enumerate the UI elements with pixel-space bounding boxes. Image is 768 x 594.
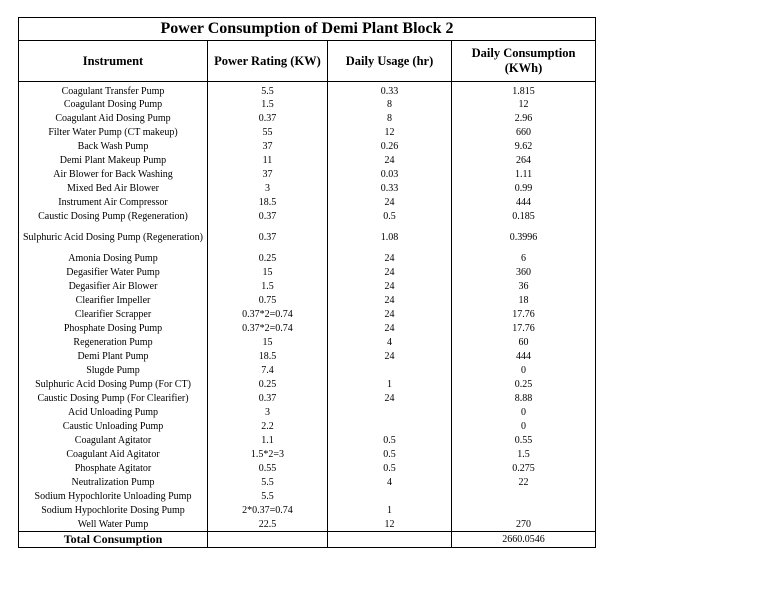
instrument-cell: Coagulant Transfer Pump: [19, 82, 208, 98]
daily-usage-cell: 4: [328, 475, 452, 489]
title-row: [19, 18, 596, 41]
daily-usage-cell: 4: [328, 335, 452, 349]
daily-usage-cell: 24: [328, 279, 452, 293]
table-row: [19, 223, 596, 251]
table-row: [19, 265, 596, 279]
table-row: [19, 461, 596, 475]
daily-consumption-cell: 1.11: [452, 167, 596, 181]
table-row: [19, 293, 596, 307]
instrument-cell: Well Water Pump: [19, 517, 208, 532]
power-rating-cell: 3: [208, 181, 328, 195]
daily-usage-cell: 24: [328, 391, 452, 405]
daily-consumption-cell: 12: [452, 97, 596, 111]
power-rating-cell: 0.25: [208, 377, 328, 391]
power-rating-cell: 0.25: [208, 251, 328, 265]
table-row: [19, 475, 596, 489]
header-row: [19, 41, 596, 82]
instrument-cell: Instrument Air Compressor: [19, 195, 208, 209]
power-rating-cell: 1.5*2=3: [208, 447, 328, 461]
table-row: [19, 111, 596, 125]
instrument-cell: Degasifier Air Blower: [19, 279, 208, 293]
power-rating-cell: 3: [208, 405, 328, 419]
table-row: [19, 405, 596, 419]
daily-usage-cell: 24: [328, 349, 452, 363]
daily-usage-cell: 0.03: [328, 167, 452, 181]
daily-usage-cell: [328, 363, 452, 377]
daily-usage-cell: 12: [328, 517, 452, 532]
daily-usage-cell: 1: [328, 377, 452, 391]
table-row: [19, 321, 596, 335]
total-row: [19, 532, 596, 548]
table-body: [19, 82, 596, 532]
table-row: [19, 349, 596, 363]
instrument-cell: Sodium Hypochlorite Unloading Pump: [19, 489, 208, 503]
power-rating-cell: 1.5: [208, 97, 328, 111]
power-rating-cell: 0.37: [208, 391, 328, 405]
daily-consumption-cell: 22: [452, 475, 596, 489]
column-header-instrument: Instrument: [19, 41, 208, 82]
instrument-cell: Air Blower for Back Washing: [19, 167, 208, 181]
daily-consumption-cell: 0.99: [452, 181, 596, 195]
instrument-cell: Coagulant Dosing Pump: [19, 97, 208, 111]
daily-consumption-cell: 0.185: [452, 209, 596, 223]
instrument-cell: Filter Water Pump (CT makeup): [19, 125, 208, 139]
daily-consumption-cell: 0: [452, 363, 596, 377]
daily-consumption-cell: 60: [452, 335, 596, 349]
power-rating-cell: 0.37*2=0.74: [208, 307, 328, 321]
instrument-cell: Coagulant Aid Agitator: [19, 447, 208, 461]
daily-consumption-cell: 660: [452, 125, 596, 139]
daily-consumption-cell: 1.815: [452, 82, 596, 98]
power-rating-cell: 18.5: [208, 349, 328, 363]
instrument-cell: Demi Plant Pump: [19, 349, 208, 363]
table-row: [19, 517, 596, 532]
daily-usage-cell: 1: [328, 503, 452, 517]
instrument-cell: Caustic Dosing Pump (For Clearifier): [19, 391, 208, 405]
power-rating-cell: 15: [208, 265, 328, 279]
power-rating-cell: 37: [208, 167, 328, 181]
power-rating-cell: 7.4: [208, 363, 328, 377]
daily-usage-cell: 1.08: [328, 223, 452, 251]
daily-consumption-cell: 0.25: [452, 377, 596, 391]
daily-usage-cell: 0.33: [328, 181, 452, 195]
instrument-cell: Mixed Bed Air Blower: [19, 181, 208, 195]
table-row: [19, 125, 596, 139]
instrument-cell: Slugde Pump: [19, 363, 208, 377]
daily-consumption-cell: 0: [452, 405, 596, 419]
daily-usage-cell: 24: [328, 251, 452, 265]
daily-consumption-cell: [452, 503, 596, 517]
daily-consumption-cell: 444: [452, 195, 596, 209]
instrument-cell: Degasifier Water Pump: [19, 265, 208, 279]
daily-usage-cell: 0.26: [328, 139, 452, 153]
daily-usage-cell: 24: [328, 293, 452, 307]
daily-consumption-cell: 360: [452, 265, 596, 279]
table-row: [19, 503, 596, 517]
daily-consumption-cell: 1.5: [452, 447, 596, 461]
daily-usage-cell: 24: [328, 153, 452, 167]
power-rating-cell: 37: [208, 139, 328, 153]
power-rating-cell: 2.2: [208, 419, 328, 433]
daily-consumption-cell: 264: [452, 153, 596, 167]
power-rating-cell: 0.55: [208, 461, 328, 475]
daily-usage-cell: 8: [328, 97, 452, 111]
total-value: 2660.0546: [452, 532, 596, 548]
table-title: Power Consumption of Demi Plant Block 2: [19, 18, 596, 41]
power-rating-cell: 0.37*2=0.74: [208, 321, 328, 335]
daily-usage-cell: 24: [328, 265, 452, 279]
daily-usage-cell: [328, 419, 452, 433]
daily-consumption-cell: [452, 489, 596, 503]
instrument-cell: Back Wash Pump: [19, 139, 208, 153]
table-row: [19, 97, 596, 111]
instrument-cell: Sodium Hypochlorite Dosing Pump: [19, 503, 208, 517]
power-rating-cell: 22.5: [208, 517, 328, 532]
column-header-power-rating: Power Rating (KW): [208, 41, 328, 82]
daily-consumption-cell: 270: [452, 517, 596, 532]
table-row: [19, 307, 596, 321]
daily-usage-cell: 24: [328, 307, 452, 321]
table-row: [19, 279, 596, 293]
total-label: Total Consumption: [19, 532, 208, 548]
power-rating-cell: 5.5: [208, 475, 328, 489]
daily-consumption-cell: 0: [452, 419, 596, 433]
daily-consumption-cell: 444: [452, 349, 596, 363]
table-row: [19, 251, 596, 265]
table-row: [19, 377, 596, 391]
table-row: [19, 419, 596, 433]
table-row: [19, 181, 596, 195]
total-empty-cell: [328, 532, 452, 548]
instrument-cell: Regeneration Pump: [19, 335, 208, 349]
daily-usage-cell: 12: [328, 125, 452, 139]
instrument-cell: Acid Unloading Pump: [19, 405, 208, 419]
power-rating-cell: 1.1: [208, 433, 328, 447]
instrument-cell: Sulphuric Acid Dosing Pump (Regeneration): [19, 223, 208, 251]
power-rating-cell: 11: [208, 153, 328, 167]
daily-consumption-cell: 2.96: [452, 111, 596, 125]
daily-usage-cell: 24: [328, 321, 452, 335]
power-rating-cell: 0.75: [208, 293, 328, 307]
total-empty-cell: [208, 532, 328, 548]
daily-usage-cell: [328, 489, 452, 503]
table-row: [19, 209, 596, 223]
instrument-cell: Phosphate Agitator: [19, 461, 208, 475]
table-row: [19, 391, 596, 405]
table-row: [19, 195, 596, 209]
table-row: [19, 139, 596, 153]
daily-usage-cell: 0.5: [328, 447, 452, 461]
power-consumption-table: [18, 17, 596, 548]
daily-consumption-cell: 36: [452, 279, 596, 293]
instrument-cell: Clearifier Scrapper: [19, 307, 208, 321]
instrument-cell: Clearifier Impeller: [19, 293, 208, 307]
instrument-cell: Amonia Dosing Pump: [19, 251, 208, 265]
instrument-cell: Phosphate Dosing Pump: [19, 321, 208, 335]
daily-usage-cell: 24: [328, 195, 452, 209]
power-rating-cell: 15: [208, 335, 328, 349]
power-rating-cell: 18.5: [208, 195, 328, 209]
instrument-cell: Caustic Unloading Pump: [19, 419, 208, 433]
daily-consumption-cell: 0.55: [452, 433, 596, 447]
table-row: [19, 82, 596, 98]
table-row: [19, 447, 596, 461]
daily-consumption-cell: 0.3996: [452, 223, 596, 251]
daily-consumption-cell: 17.76: [452, 321, 596, 335]
daily-usage-cell: 8: [328, 111, 452, 125]
power-rating-cell: 1.5: [208, 279, 328, 293]
instrument-cell: Neutralization Pump: [19, 475, 208, 489]
daily-usage-cell: 0.5: [328, 461, 452, 475]
table-row: [19, 489, 596, 503]
table-row: [19, 153, 596, 167]
column-header-daily-usage: Daily Usage (hr): [328, 41, 452, 82]
power-rating-cell: 0.37: [208, 209, 328, 223]
daily-consumption-cell: 6: [452, 251, 596, 265]
daily-usage-cell: 0.5: [328, 209, 452, 223]
daily-consumption-cell: 0.275: [452, 461, 596, 475]
column-header-daily-consumption: Daily Consumption (KWh): [452, 41, 596, 82]
instrument-cell: Demi Plant Makeup Pump: [19, 153, 208, 167]
daily-consumption-cell: 9.62: [452, 139, 596, 153]
table-row: [19, 363, 596, 377]
instrument-cell: Coagulant Aid Dosing Pump: [19, 111, 208, 125]
table-row: [19, 167, 596, 181]
instrument-cell: Sulphuric Acid Dosing Pump (For CT): [19, 377, 208, 391]
table-row: [19, 433, 596, 447]
daily-consumption-cell: 17.76: [452, 307, 596, 321]
daily-usage-cell: [328, 405, 452, 419]
instrument-cell: Coagulant Agitator: [19, 433, 208, 447]
power-rating-cell: 55: [208, 125, 328, 139]
power-rating-cell: 0.37: [208, 111, 328, 125]
daily-consumption-cell: 8.88: [452, 391, 596, 405]
daily-usage-cell: 0.5: [328, 433, 452, 447]
power-rating-cell: 5.5: [208, 489, 328, 503]
table-row: [19, 335, 596, 349]
daily-consumption-cell: 18: [452, 293, 596, 307]
instrument-cell: Caustic Dosing Pump (Regeneration): [19, 209, 208, 223]
daily-usage-cell: 0.33: [328, 82, 452, 98]
power-rating-cell: 0.37: [208, 223, 328, 251]
power-rating-cell: 5.5: [208, 82, 328, 98]
power-rating-cell: 2*0.37=0.74: [208, 503, 328, 517]
